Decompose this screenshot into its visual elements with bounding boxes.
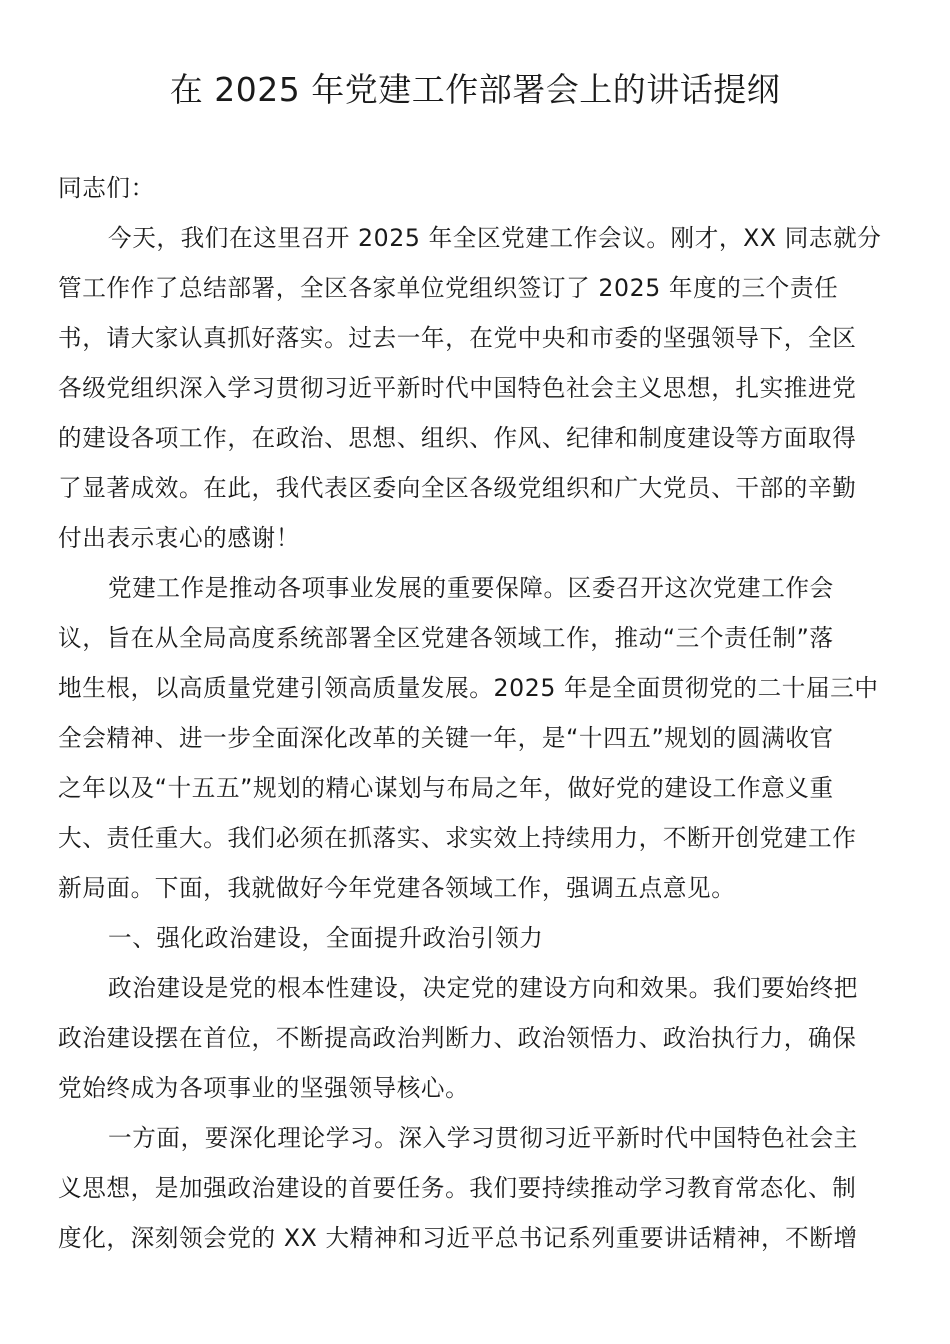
text-line: 管工作作了总结部署，全区各家单位党组织签订了 2025 年度的三个责任 — [58, 274, 839, 302]
text-line: 大、责任重大。我们必须在抓落实、求实效上持续用力，不断开创党建工作 — [58, 824, 857, 852]
text-line: 度化，深刻领会党的 XX 大精神和习近平总书记系列重要讲话精神，不断增 — [58, 1224, 858, 1252]
text-line: 各级党组织深入学习贯彻习近平新时代中国特色社会主义思想，扎实推进党 — [58, 374, 857, 402]
text-line: 书，请大家认真抓好落实。过去一年，在党中央和市委的坚强领导下，全区 — [58, 324, 857, 352]
text-line: 新局面。下面，我就做好今年党建各领域工作，强调五点意见。 — [58, 874, 736, 902]
text-line: 全会精神、进一步全面深化改革的关键一年，是“十四五”规划的圆满收官 — [58, 724, 834, 752]
text-line: 的建设各项工作，在政治、思想、组织、作风、纪律和制度建设等方面取得 — [58, 424, 857, 452]
text-line: 了显著成效。在此，我代表区委向全区各级党组织和广大党员、干部的辛勤 — [58, 474, 857, 502]
text-line: 政治建设是党的根本性建设，决定党的建设方向和效果。我们要始终把 — [108, 974, 859, 1002]
text-line: 一方面，要深化理论学习。深入学习贯彻习近平新时代中国特色社会主 — [108, 1124, 859, 1152]
text-line: 地生根，以高质量党建引领高质量发展。2025 年是全面贯彻党的二十届三中 — [58, 674, 879, 702]
text-line: 议，旨在从全局高度系统部署全区党建各领域工作，推动“三个责任制”落 — [58, 624, 834, 652]
text-line: 党建工作是推动各项事业发展的重要保障。区委召开这次党建工作会 — [108, 574, 834, 602]
document-title: 在 2025 年党建工作部署会上的讲话提纲 — [169, 70, 781, 109]
section-heading: 一、强化政治建设，全面提升政治引领力 — [108, 924, 544, 952]
text-line: 义思想，是加强政治建设的首要任务。我们要持续推动学习教育常态化、制 — [58, 1174, 857, 1202]
text-line: 今天，我们在这里召开 2025 年全区党建工作会议。刚才，XX 同志就分 — [108, 224, 882, 252]
salutation-line: 同志们： — [58, 174, 155, 202]
text-line: 政治建设摆在首位，不断提高政治判断力、政治领悟力、政治执行力，确保 — [58, 1024, 857, 1052]
text-line: 党始终成为各项事业的坚强领导核心。 — [58, 1074, 470, 1102]
text-line: 之年以及“十五五”规划的精心谋划与布局之年，做好党的建设工作意义重 — [58, 774, 834, 802]
text-line: 付出表示衷心的感谢！ — [58, 524, 300, 552]
document-body — [58, 163, 898, 1263]
